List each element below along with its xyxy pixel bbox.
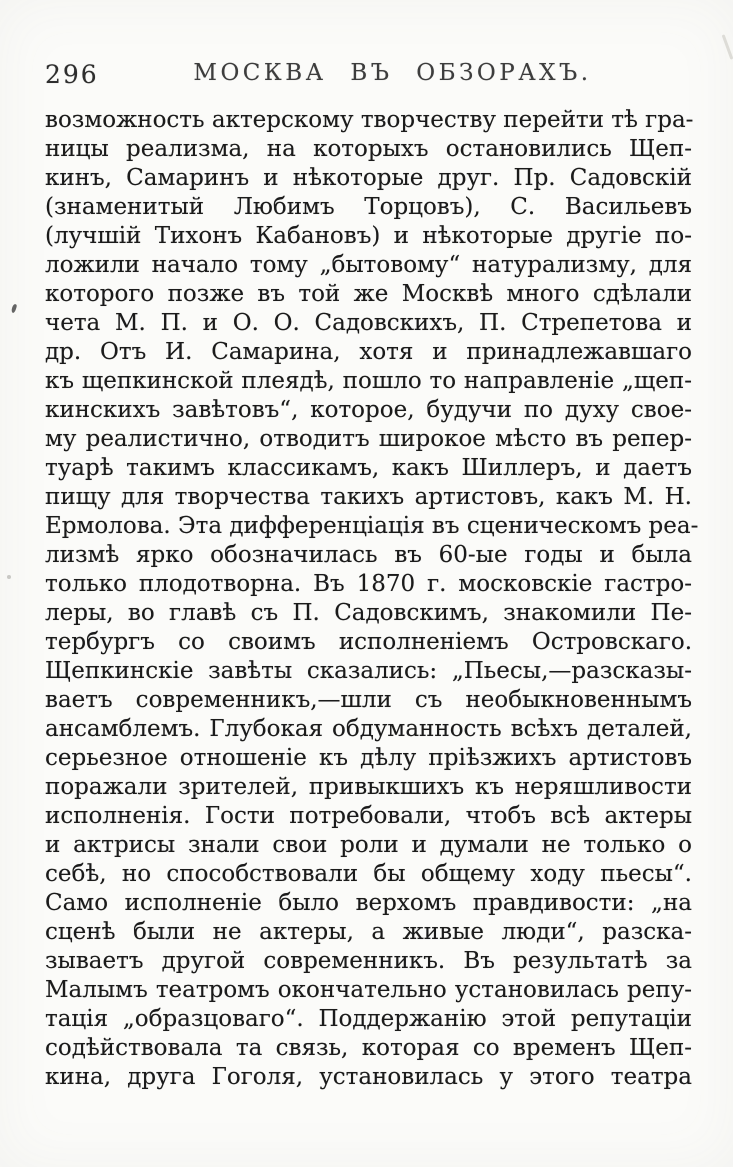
text-line: кинскихъ завѣтовъ“, которое, будучи по духу свое- [45, 397, 692, 423]
text-line: Малымъ театромъ окончательно установилась репу- [45, 977, 692, 1003]
text-line: которого позже въ той же Москвѣ много сдѣлали [45, 281, 692, 307]
text-line: др. Отъ И. Самарина, хотя и принадлежавшаго [45, 339, 692, 365]
text-line: тація „образцоваго“. Поддержанію этой репутаціи [45, 1006, 692, 1032]
text-line: Само исполненіе было верхомъ правдивости: „на [45, 890, 692, 916]
text-line: себѣ, но способствовали бы общему ходу пьесы“. [45, 861, 692, 887]
text-line: Ермолова. Эта дифференціація въ сценическомъ реа- [45, 513, 699, 539]
page-number: 296 [45, 60, 99, 89]
text-line: поражали зрителей, привыкшихъ къ неряшливости [45, 774, 692, 800]
text-line: (знаменитый Любимъ Торцовъ), С. Васильевъ [45, 194, 692, 220]
text-line: му реалистично, отводитъ широкое мѣсто въ репер- [45, 426, 692, 452]
text-line: возможность актерскому творчеству перейти тѣ гра- [45, 107, 694, 133]
ink-speck-artifact [11, 304, 18, 314]
running-title: МОСКВА ВЪ ОБЗОРАХЪ. [193, 60, 592, 86]
text-line: только плодотворна. Въ 1870 г. московскіе гастро- [45, 571, 692, 597]
text-line: Щепкинскіе завѣты сказались: „Пьесы,—разсказы- [45, 658, 692, 684]
scan-edge-artifact [722, 34, 733, 59]
text-line: содѣйствовала та связь, которая со временъ Щеп- [45, 1035, 692, 1061]
text-line: ваетъ современникъ,—шли съ необыкновеннымъ [45, 687, 692, 713]
text-line: сценѣ были не актеры, а живые люди“, разска- [45, 919, 692, 945]
text-line: ансамблемъ. Глубокая обдуманность всѣхъ деталей, [45, 716, 692, 742]
text-line: пищу для творчества такихъ артистовъ, какъ М. Н. [45, 484, 692, 510]
page-header [45, 58, 692, 92]
text-line: исполненія. Гости потребовали, чтобъ всѣ актеры [45, 803, 692, 829]
text-line: чета М. П. и О. О. Садовскихъ, П. Стрепетова и [45, 310, 692, 336]
text-line: ложили начало тому „бытовому“ натурализму, для [45, 252, 692, 278]
text-line: кина, друга Гоголя, установилась у этого театра [45, 1064, 692, 1090]
text-line: тербургъ со своимъ исполненіемъ Островскаго. [45, 629, 692, 655]
faint-speck-artifact [7, 575, 11, 579]
text-line: (лучшій Тихонъ Кабановъ) и нѣкоторые другіе по- [45, 223, 692, 249]
text-line: серьезное отношеніе къ дѣлу пріѣзжихъ артистовъ [45, 745, 692, 771]
text-line: леры, во главѣ съ П. Садовскимъ, знакомили Пе- [45, 600, 692, 626]
text-line: и актрисы знали свои роли и думали не только о [45, 832, 692, 858]
text-line: лизмѣ ярко обозначилась въ 60-ые годы и была [45, 542, 692, 568]
text-line: туарѣ такимъ классикамъ, какъ Шиллеръ, и даетъ [45, 455, 692, 481]
text-line: ницы реализма, на которыхъ остановились Щеп- [45, 136, 692, 162]
text-line: кинъ, Самаринъ и нѣкоторые друг. Пр. Садовскій [45, 165, 692, 191]
body-text [45, 106, 699, 1092]
text-line: къ щепкинской плеядѣ, пошло то направленіе „щеп- [45, 368, 692, 394]
text-line: зываетъ другой современникъ. Въ результатѣ за [45, 948, 692, 974]
